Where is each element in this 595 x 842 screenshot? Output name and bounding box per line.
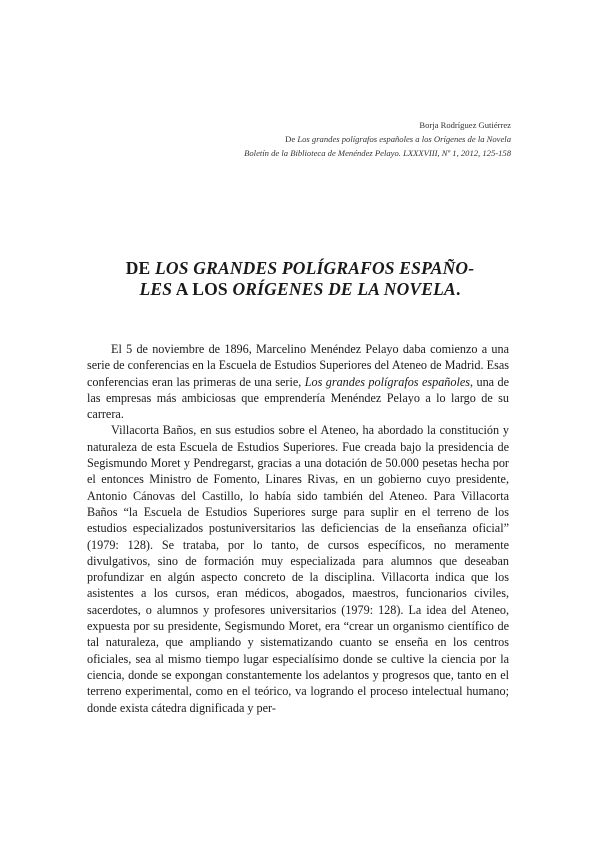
article-title bbox=[90, 258, 510, 300]
article-body bbox=[87, 341, 509, 716]
title-part-4: A LOS bbox=[172, 279, 233, 299]
paragraph-1 bbox=[87, 341, 509, 422]
paragraph-2: Villacorta Baños, en sus estudios sobre el Ateneo, ha abordado la constitución y naturaleza de esta Escuela de Estudios Superiores. Fue creada bajo la presidencia de Segismundo Moret y Pendregarst, gracias a una dotación de 50.000 pesetas hecha por el entonces Ministro de Fomento, Linares Rivas, en un gobierno cuyo presidente, Antonio Cánovas del Castillo, lo había sido también del Ateneo. Para Villacorta Baños “la Escuela de Estudios Superiores surge para suplir en el terreno de los estudios especializados postuniversitarios las deficiencias de la enseñanza oficial” (1979: 128). Se trataba, por lo tanto, de cursos específicos, no meramente divulgativos, sino de formación muy especializada para alumnos que deseaban profundizar en algún aspecto concreto de la disciplina. Villacorta indica que los asistentes a los cursos, eran médicos, abogados, maestros, funcionarios civiles, sacerdotes, o alumnos y profesores universitarios (1979: 128). La idea del Ateneo, expuesta por su presidente, Segismundo Moret, era “crear un organismo científico de tal naturaleza, que ampliando y sistematizando cuanto se enseña en los centros oficiales, sea al mismo tiempo lugar especialísimo donde se cultive la ciencia por la ciencia, donde se expongan constantemente los adelantos y progresos que, tanto en el terreno experimental, como en el teórico, va logrando el proceso intelectual humano; donde exista cátedra dignificada y per- bbox=[87, 423, 509, 715]
header-citation: Boletín de la Biblioteca de Menéndez Pelayo. LXXXVIII, Nº 1, 2012, 125-158 bbox=[244, 148, 511, 158]
paragraph-1-italic: Los grandes polígrafos españoles bbox=[304, 374, 471, 389]
title-part-1: DE bbox=[125, 258, 155, 278]
header-source-prefix: De bbox=[285, 134, 298, 144]
title-part-6: . bbox=[455, 279, 461, 299]
header-author: Borja Rodríguez Gutiérrez bbox=[419, 120, 511, 130]
title-part-2: LOS GRANDES POLÍGRAFOS ESPAÑO- bbox=[155, 258, 475, 278]
title-part-5: ORÍGENES DE LA NOVELA bbox=[232, 279, 456, 299]
header-source-title: Los grandes polígrafos españoles a los Orígenes de la Novela bbox=[297, 134, 511, 144]
paragraph-1-start: El 5 de noviembre de 1896, Marcelino Menéndez Pelayo daba comienzo a una serie de conferencias en la Escuela de Estudios Superiores del Ateneo de Madrid. Esas conferencias eran las primeras de una serie, bbox=[87, 342, 509, 389]
running-header bbox=[91, 118, 511, 160]
header-source bbox=[91, 132, 511, 146]
paragraph-1-end: , una de las empresas más ambiciosas que emprendería Menéndez Pelayo a lo largo de su carrera. bbox=[87, 374, 509, 422]
title-part-3: LES bbox=[139, 279, 173, 299]
